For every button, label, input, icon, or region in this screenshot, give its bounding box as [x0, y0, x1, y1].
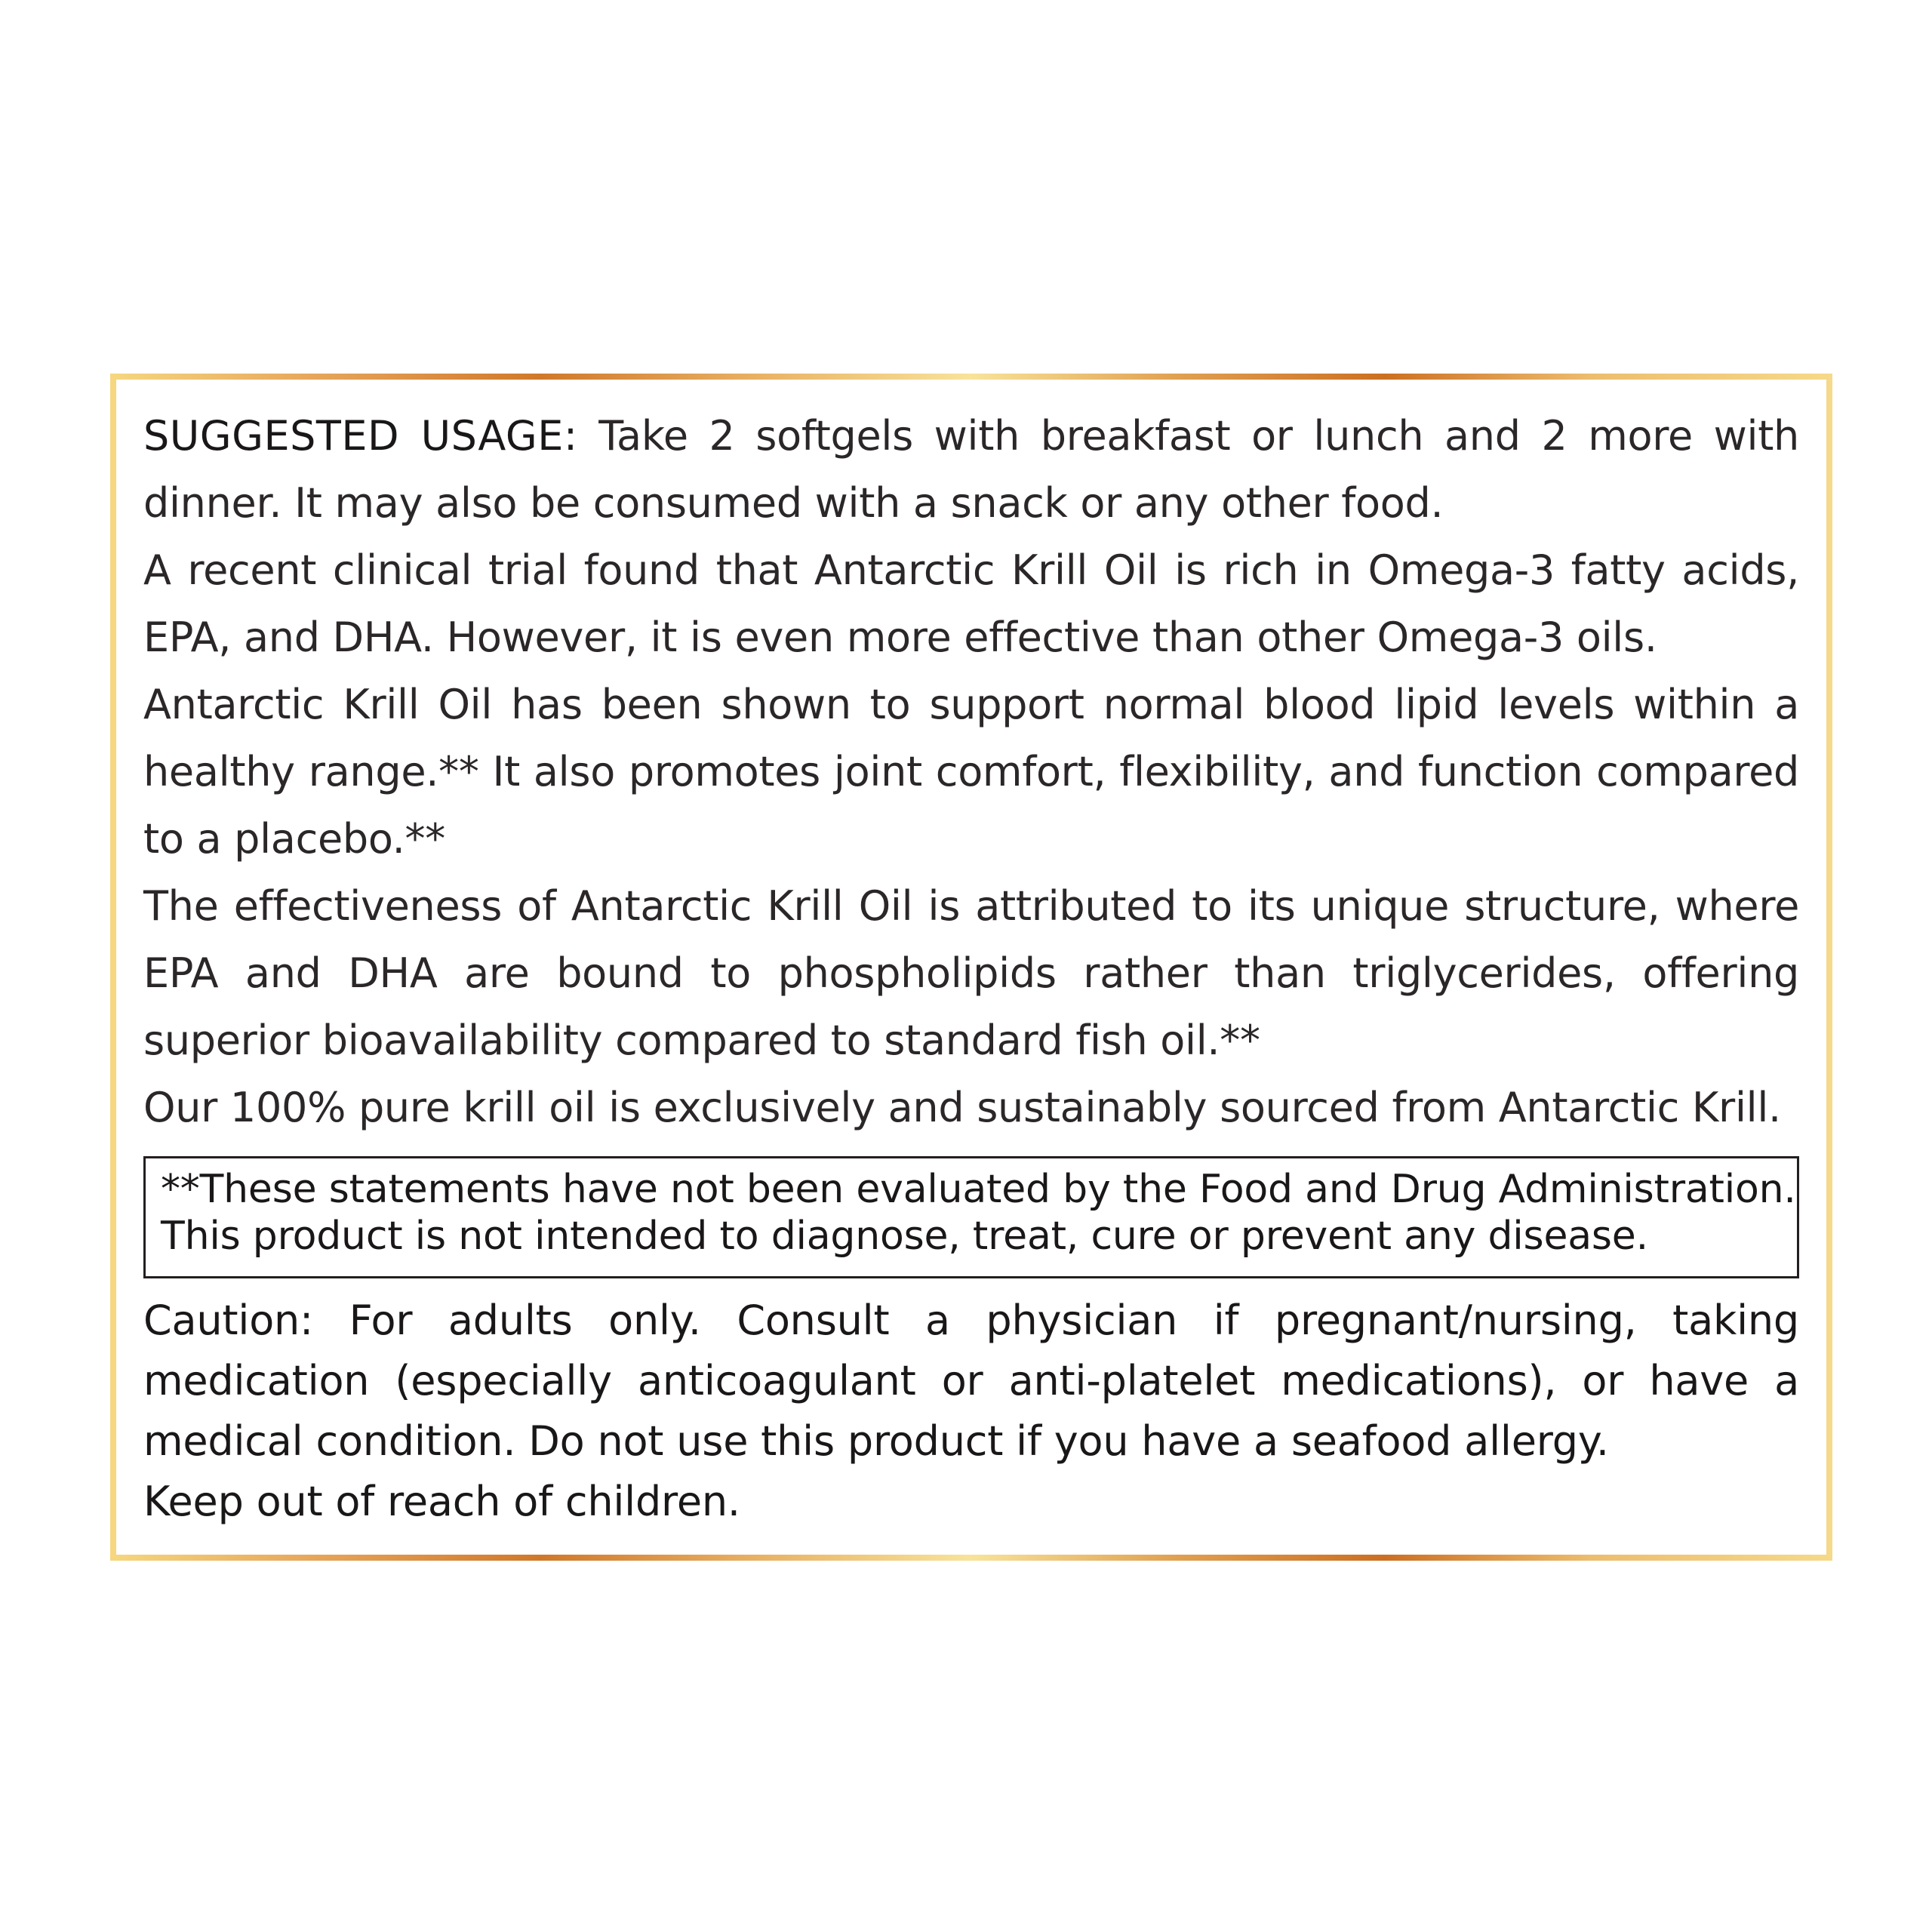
fda-disclaimer-line-1: **These statements have not been evaluated by the Food and Drug Administration. [161, 1167, 1796, 1212]
label-panel-gold-border [110, 374, 1832, 1561]
fda-disclaimer-box [143, 1156, 1799, 1278]
keep-out-of-reach-text: Keep out of reach of children. [143, 1478, 740, 1525]
suggested-usage-text: Take 2 softgels with breakfast or lunch and 2 more with dinner. It may also be consumed with a snack or any other food. [143, 412, 1799, 527]
suggested-usage-paragraph [143, 402, 1799, 537]
sourcing-paragraph: Our 100% pure krill oil is exclusively and sustainably sourced from Antarctic Krill. [143, 1084, 1781, 1131]
label-content [143, 402, 1799, 1532]
effectiveness-paragraph: The effectiveness of Antarctic Krill Oil is attributed to its unique structure, where EPA and DHA are bound to phospholipids rather than triglycerides, offering superior bioavailability compared to standard fish oil.** [143, 882, 1799, 1064]
caution-text: Caution: For adults only. Consult a physician if pregnant/nursing, taking medication (especially anticoagulant or anti-platelet medications), or have a medical condition. Do not use this product if you have a seafood allergy. [143, 1297, 1799, 1465]
suggested-usage-heading: SUGGESTED USAGE: [143, 412, 578, 460]
caution-paragraph [143, 1291, 1799, 1532]
label-panel [116, 380, 1826, 1555]
clinical-trial-paragraph: A recent clinical trial found that Antarctic Krill Oil is rich in Omega-3 fatty acids, EPA, and DHA. However, it is even more effective than other Omega-3 oils. [143, 546, 1799, 661]
blood-lipid-paragraph: Antarctic Krill Oil has been shown to support normal blood lipid levels within a healthy range.** It also promotes joint comfort, flexibility, and function compared to a placebo.** [143, 681, 1799, 863]
fda-disclaimer-line-2: This product is not intended to diagnose, treat, cure or prevent any disease. [161, 1214, 1648, 1259]
